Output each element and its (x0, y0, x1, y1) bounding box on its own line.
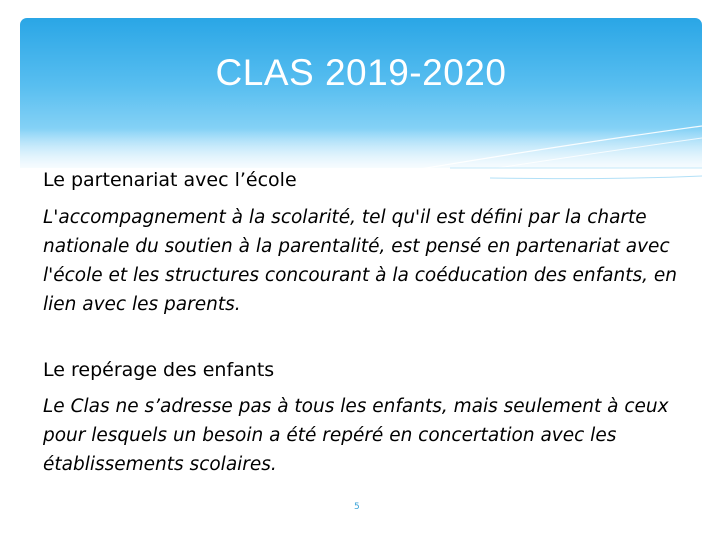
section-body-partenariat: L'accompagnement à la scolarité, tel qu'il est défini par la charte nationale du soutien à la parentalité, est pensé en partenariat avec l'école et les structures concourant à la coéducation des enfants, en lien avec les parents. (43, 207, 677, 315)
page-number: 5 (354, 502, 360, 512)
section-heading-partenariat: Le partenariat avec l’école (43, 169, 297, 191)
section-body-reperage: Le Clas ne s’adresse pas à tous les enfants, mais seulement à ceux pour lesquels un besoin a été repéré en concertation avec les établissements scolaires. (43, 396, 669, 475)
slide-title: CLAS 2019-2020 (215, 52, 507, 93)
section-heading-reperage: Le repérage des enfants (43, 359, 275, 381)
